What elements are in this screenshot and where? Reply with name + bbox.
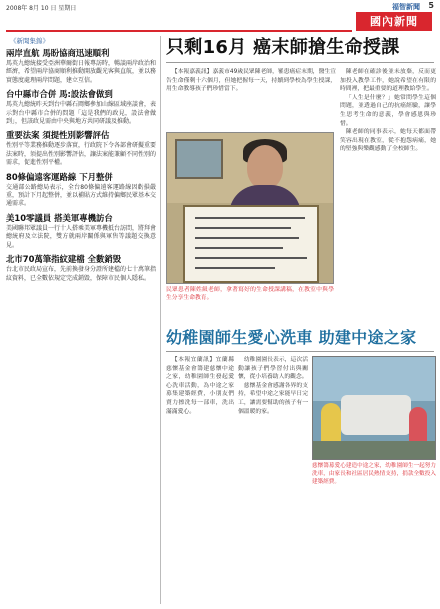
brief-title: 北市70萬筆指紋建檔 全數銷毀 bbox=[6, 254, 122, 265]
article1-paragraph: 陳老師在確診後並未放棄，反而更加投入教學工作，她說希望在有限的時間裡，把最重要的道理教給學生。 bbox=[340, 69, 436, 93]
section-tag: 國內新聞 bbox=[356, 12, 432, 31]
news-briefs-column bbox=[6, 36, 156, 608]
page-number: 5 bbox=[428, 1, 434, 10]
article1-lead-text: 【本報嘉義訊】嘉義市49歲民眾陳老師，罹患癌症末期，醫生宣告生命僅剩十六個月，但她把握每一天，持續到學校為學生授課，用生命教導孩子們珍惜當下。 bbox=[166, 69, 336, 93]
article2-lead-text: 【本報宜蘭訊】宜蘭縣慈懷基金會籌建慈懷中途之家，幼稚園師生發起愛心洗車活動，為中途之家募集建築經費，小朋友們賣力擦洗每一部車，洗出滿滿愛心。 bbox=[166, 357, 234, 415]
brief-text: 性別平等業務推動逐步落實，行政院下令各部會研擬重要法案時，須提出性別影響評估，讓法案能兼顧不同性別的需求，促進性別平權。 bbox=[6, 142, 156, 167]
carwash-photo bbox=[312, 356, 436, 460]
brief-text: 美國聯邦眾議員一行十人搭乘美軍專機抵台訪問，將拜會總統府及立法院，雙方就兩岸關係與軍售等議題交換意見。 bbox=[6, 224, 156, 249]
brief-item bbox=[6, 171, 156, 209]
article2-lead bbox=[166, 356, 234, 604]
article1-paragraph: 陳老師的同事表示，她每天都面帶笑容出現在教室，從不抱怨病痛，她的堅強與樂觀感動了全校師生。 bbox=[340, 129, 436, 153]
article2-body bbox=[238, 356, 308, 604]
photo1-caption: 民眾患者陳姓級老師，拿著寫好的生命授課講稿，在教室中與學生分享生命教育。 bbox=[166, 287, 334, 302]
headline2-rule bbox=[166, 351, 434, 352]
brief-title: 台中縣市合併 馬:設法會做到 bbox=[6, 89, 113, 100]
brief-text: 馬英九總統接受亞洲華爾街日報專訪時，暢談兩岸政治和經濟，希望兩岸協商順利推動開放觀光客與直航，並以務實態度處理兩岸問題，建立互信。 bbox=[6, 60, 156, 84]
brief-text: 台北市民政局宣布，先前換發身分證所建檔的七十萬筆指紋資料，已全數依規定完成銷毀，保障市民個人隱私。 bbox=[6, 266, 156, 282]
masthead-rule bbox=[6, 30, 352, 32]
headline-rule bbox=[166, 62, 434, 63]
brief-text: 交通部公路總局表示，全台80條偏遠客運路線因虧損嚴重，預計下月起整併，並以補貼方式維持偏鄉民眾基本交通需求。 bbox=[6, 183, 156, 208]
brief-title: 美10零議員 搭美軍專機訪台 bbox=[6, 212, 113, 223]
article1-header bbox=[166, 36, 434, 66]
column-divider bbox=[160, 36, 161, 604]
article1-body bbox=[340, 68, 436, 324]
masthead bbox=[0, 0, 440, 32]
briefs-tag: 《新聞集錦》 bbox=[10, 37, 49, 45]
teacher-photo bbox=[166, 132, 334, 284]
article1-lead bbox=[166, 68, 336, 130]
brief-title: 兩岸直航 馬盼協商迅速順利 bbox=[6, 48, 110, 58]
brief-item bbox=[6, 129, 156, 167]
paper-brand: 福智新聞 bbox=[392, 3, 420, 11]
brief-text: 馬英九總統昨天到台中縣石岡鄉參加山線區域座談會，表示對台中縣市合併的問題「這是我們的政見，設法會做到」，但該政見需由中央與地方共同研議及推動。 bbox=[6, 101, 156, 126]
brief-item bbox=[6, 88, 156, 126]
lecture-notes-board bbox=[183, 205, 319, 283]
brief-item bbox=[6, 212, 156, 250]
brief-title: 重要法案 須提性別影響評估 bbox=[6, 130, 110, 141]
article1-headline: 只剩16月 癌末師搶生命授課 bbox=[166, 37, 400, 58]
brief-title: 80條偏遠客運路線 下月整併 bbox=[6, 171, 113, 182]
brief-item bbox=[6, 47, 156, 85]
article1-paragraph: 「人生是什麼？」她常問學生這個問題，並透過自己的抗癌經驗，讓學生思考生命的意義，學會感恩與珍惜。 bbox=[340, 94, 436, 127]
photo2-caption: 慈懷籌募愛心建造中途之家，幼稚園師生一起努力洗車，由家長和社區居民熱情支持，捐款全數投入建築經費。 bbox=[312, 463, 436, 486]
issue-date: 2008年 8月 10 日 星期日 bbox=[6, 5, 77, 12]
article2-headline: 幼稚園師生愛心洗車 助建中途之家 bbox=[166, 328, 417, 347]
brief-item bbox=[6, 253, 156, 283]
article2-paragraph: 幼稚園園長表示，這次活動讓孩子們學習付出與關懷，從小培養助人的觀念。 bbox=[238, 357, 308, 381]
article2-paragraph: 慈懷基金會感謝各界的支持，希望中途之家能早日完工，讓需要幫助的孩子有一個溫暖的家。 bbox=[238, 382, 308, 415]
